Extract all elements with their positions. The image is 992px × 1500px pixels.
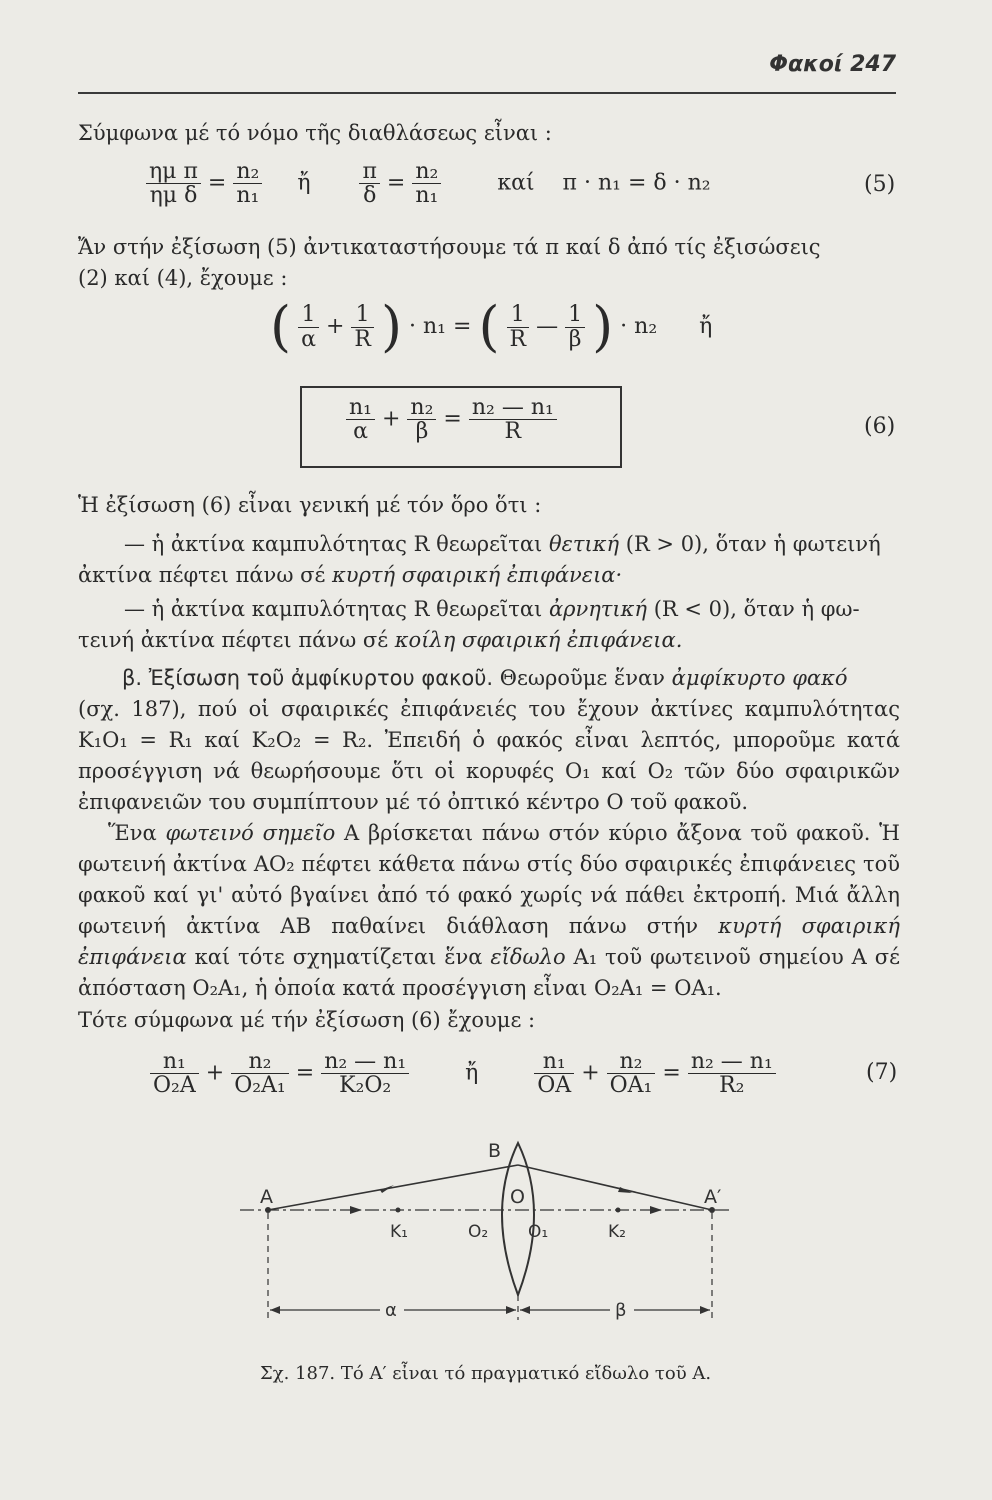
substitution-line-1: Ἄν στήν ἐξίσωση (5) ἀντικαταστήσουμε τά π καί δ ἀπό τίς ἐξισώσεις bbox=[78, 235, 821, 259]
eq5-frac-n: $\frac{\text{n₂}}{\text{n₁}}$ bbox=[233, 160, 262, 207]
substitution-line-2: (2) καί (4), ἔχουμε : bbox=[78, 266, 288, 290]
ray-B-Aprime bbox=[518, 1165, 712, 1210]
paragraph-1: (σχ. 187), πού οἱ σφαιρικές ἐπιφάνειές του ἔχουν ἀκτίνες καμπυλότητας K₁O₁ = R₁ καί K₂O₂ = R₂. Ἐπειδή ὁ φακός εἶναι λεπτός, μποροῦμε κατά προσέγγιση νά θεωρήσουμε ὅτι οἱ κορυφές O₁ καί O₂ τῶν δύο σφαιρικῶν ἐπιφανειῶν του συμπίπτουν μέ τό ὀπτικό κέντρο O τοῦ φακοῦ. bbox=[78, 697, 900, 814]
point-K2 bbox=[616, 1208, 621, 1213]
dim-arrow-alpha-left bbox=[270, 1306, 280, 1314]
condition-1-line-2: ἀκτίνα πέφτει πάνω σέ κυρτή σφαιρική ἐπιφάνεια· bbox=[78, 563, 623, 587]
dim-arrow-alpha-right bbox=[506, 1306, 516, 1314]
dim-arrow-beta-right bbox=[700, 1306, 710, 1314]
figure-187 bbox=[230, 1125, 750, 1345]
header-rule bbox=[78, 92, 896, 94]
eq7-number: (7) bbox=[866, 1060, 898, 1085]
condition-2-line-1: — ἡ ἀκτίνα καμπυλότητας R θεωρεῖται ἀρνητική (R < 0), ὅταν ἡ φω- bbox=[124, 597, 860, 621]
eq5-frac-angles: $\frac{\pi}{\delta}$ bbox=[359, 160, 379, 207]
equation-6: $\frac{\text{n₁}}{\alpha}$ + $\frac{\text{n₂}}{\beta}$ = $\frac{\text{n₂ — n₁}}{R}$ bbox=[346, 396, 557, 443]
point-K1 bbox=[396, 1208, 401, 1213]
ray-arrow-2 bbox=[618, 1187, 632, 1193]
figure-caption: Σχ. 187. Τό A′ εἶναι τό πραγματικό εἴδωλο τοῦ A. bbox=[260, 1363, 712, 1384]
equation-paren: ( $\frac{1}{\alpha}$ + $\frac{1}{R}$ ) · n₁ = ( $\frac{1}{R}$ — $\frac{1}{\beta}$ ) · n₂ ἤ bbox=[270, 295, 713, 358]
label-K2: K₂ bbox=[608, 1222, 626, 1242]
label-Aprime: A′ bbox=[704, 1186, 722, 1208]
ray-A-B bbox=[268, 1165, 518, 1210]
eq6-number: (6) bbox=[864, 414, 896, 439]
label-K1: K₁ bbox=[390, 1222, 408, 1242]
condition-1-line-1: — ἡ ἀκτίνα καμπυλότητας R θεωρεῖται θετική (R > 0), ὅταν ἡ φωτεινή bbox=[124, 532, 881, 556]
label-beta: β bbox=[615, 1300, 627, 1321]
paragraph-3: Τότε σύμφωνα μέ τήν ἐξίσωση (6) ἔχουμε : bbox=[78, 1008, 536, 1032]
section-heading-line: β. Ἐξίσωση τοῦ ἀμφίκυρτου φακοῦ. Θεωροῦμε ἕναν ἀμφίκυρτο φακό bbox=[122, 666, 848, 690]
label-O2: O₂ bbox=[468, 1222, 489, 1242]
label-B: B bbox=[488, 1140, 502, 1162]
equation-7: $\frac{\text{n₁}}{\text{O₂A}}$ + $\frac{\text{n₂}}{\text{O₂A₁}}$ = $\frac{\text{n₂ — n₁}}{\text{K₂O₂}}$ ἤ $\frac{\text{n₁}}{OA}$ + $\frac{\text{n₂}}{\text{OA₁}}$ = $\frac{\text{n₂ — n₁}}{\text{R₂}}$ bbox=[150, 1050, 776, 1097]
dim-arrow-beta-left bbox=[520, 1306, 530, 1314]
section-heading: β. Ἐξίσωση τοῦ ἀμφίκυρτου φακοῦ. bbox=[122, 666, 494, 690]
eq5-number: (5) bbox=[864, 172, 896, 197]
equation-5: $\frac{\text{ημ π}}{\text{ημ δ}}$ = $\frac{\text{n₂}}{\text{n₁}}$ ἤ $\frac{\pi}{\delta}$ = $\frac{\text{n₂}}{\text{n₁}}$ καί π · n₁ = δ · n₂ bbox=[146, 160, 711, 207]
label-alpha: α bbox=[385, 1300, 397, 1321]
intro-line: Σύμφωνα μέ τό νόμο τῆς διαθλάσεως εἶναι : bbox=[78, 121, 552, 145]
condition-2-line-2: τεινή ἀκτίνα πέφτει πάνω σέ κοίλη σφαιρική ἐπιφάνεια. bbox=[78, 628, 683, 652]
axis-arrow-2 bbox=[650, 1206, 662, 1214]
label-O: O bbox=[510, 1186, 525, 1208]
general-text: Ἡ ἐξίσωση (6) εἶναι γενική μέ τόν ὅρο ὅτι : bbox=[78, 493, 542, 517]
eq5-frac-n2: $\frac{\text{n₂}}{\text{n₁}}$ bbox=[412, 160, 441, 207]
paragraph-2: Ἕνα φωτεινό σημεῖο A βρίσκεται πάνω στόν κύριο ἄξονα τοῦ φακοῦ. Ἡ φωτεινή ἀκτίνα AO₂ πέφτει κάθετα πάνω στίς δύο σφαιρικές ἐπιφάνειες τοῦ φακοῦ καί γι' αὐτό βγαίνει ἀπό τό φακό χωρίς νά πάθει ἐκτροπή. Μιά ἄλλη φωτεινή ἀκτίνα AB παθαίνει διάθλαση πάνω στήν κυρτή σφαιρική ἐπιφάνεια καί τότε σχηματίζεται ἕνα εἴδωλο A₁ τοῦ φωτεινοῦ σημείου A σέ ἀπόσταση O₂A₁, ἡ ὁποία κατά προσέγγιση εἶναι O₂A₁ = OA₁. bbox=[78, 821, 900, 1000]
eq5-frac-sin: $\frac{\text{ημ π}}{\text{ημ δ}}$ bbox=[146, 160, 201, 207]
label-O1: O₁ bbox=[528, 1222, 549, 1242]
running-header: Φακοί 247 bbox=[769, 52, 896, 77]
axis-arrow-1 bbox=[350, 1206, 362, 1214]
label-A: A bbox=[260, 1186, 273, 1208]
